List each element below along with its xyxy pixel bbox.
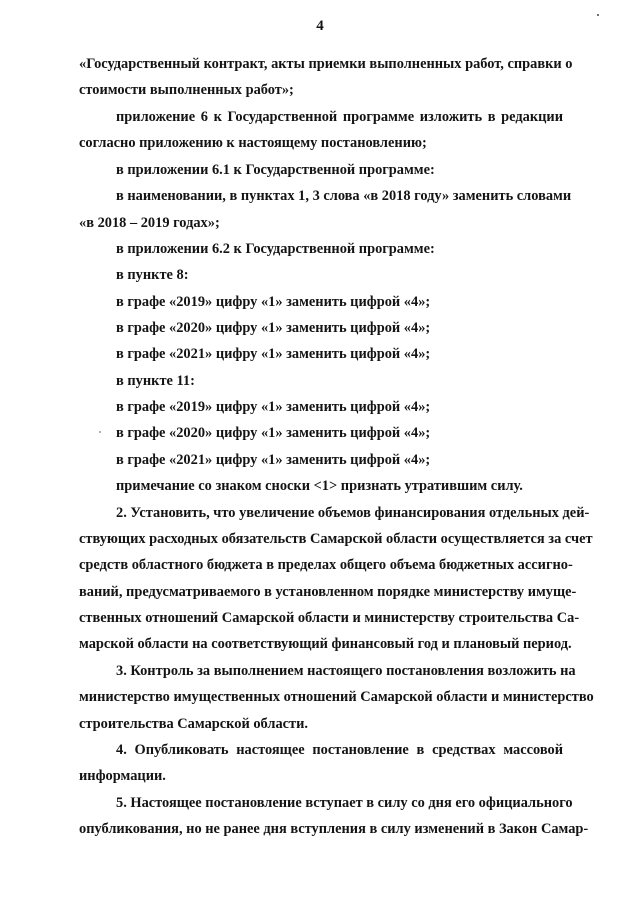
text-line: в наименовании, в пунктах 1, 3 слова «в 2018 году» заменить словами [116, 188, 572, 204]
text-line: в пункте 11: [116, 373, 195, 389]
text-line: марской области на соответствующий финансовый год и плановый период. [79, 636, 572, 652]
text-line: в пункте 8: [116, 267, 189, 283]
text-line: в графе «2021» цифру «1» заменить цифрой «4»; [116, 452, 431, 468]
text-line: ственных отношений Самарской области и министерству строительства Са- [79, 610, 580, 626]
text-line: министерство имущественных отношений Самарской области и министерство [79, 689, 594, 705]
text-line: 5. Настоящее постановление вступает в силу со дня его официального [116, 795, 573, 811]
text-line: информации. [79, 768, 166, 784]
text-line: в графе «2020» цифру «1» заменить цифрой «4»; [116, 320, 431, 336]
text-line: ствующих расходных обязательств Самарской области осуществляется за счет [79, 531, 593, 547]
text-line: в графе «2019» цифру «1» заменить цифрой «4»; [116, 294, 431, 310]
text-line: в приложении 6.2 к Государственной программе: [116, 241, 435, 257]
text-line: 2. Установить, что увеличение объемов финансирования отдельных дей- [116, 505, 590, 521]
text-line: примечание со знаком сноски <1> признать утратившим силу. [116, 478, 523, 494]
text-line: приложение 6 к Государственной программе изложить в редакции [116, 109, 563, 125]
text-line: «в 2018 – 2019 годах»; [79, 215, 220, 231]
text-line: ваний, предусматриваемого в установленном порядке министерству имуще- [79, 584, 577, 600]
text-line: 3. Контроль за выполнением настоящего постановления возложить на [116, 663, 576, 679]
text-line: стоимости выполненных работ»; [79, 82, 294, 98]
text-line: средств областного бюджета в пределах общего объема бюджетных ассигно- [79, 557, 573, 573]
text-line: согласно приложению к настоящему постановлению; [79, 135, 427, 151]
text-line: строительства Самарской области. [79, 716, 308, 732]
scan-speck [99, 431, 101, 433]
page-number: 4 [316, 18, 324, 34]
text-line: в приложении 6.1 к Государственной программе: [116, 162, 435, 178]
text-line: опубликования, но не ранее дня вступления в силу изменений в Закон Самар- [79, 821, 589, 837]
text-line: в графе «2020» цифру «1» заменить цифрой «4»; [116, 425, 431, 441]
scan-speck [597, 14, 599, 16]
text-line: «Государственный контракт, акты приемки выполненных работ, справки о [79, 56, 573, 72]
text-line: 4. Опубликовать настоящее постановление в средствах массовой [116, 742, 563, 758]
text-line: в графе «2021» цифру «1» заменить цифрой «4»; [116, 346, 431, 362]
text-line: в графе «2019» цифру «1» заменить цифрой «4»; [116, 399, 431, 415]
